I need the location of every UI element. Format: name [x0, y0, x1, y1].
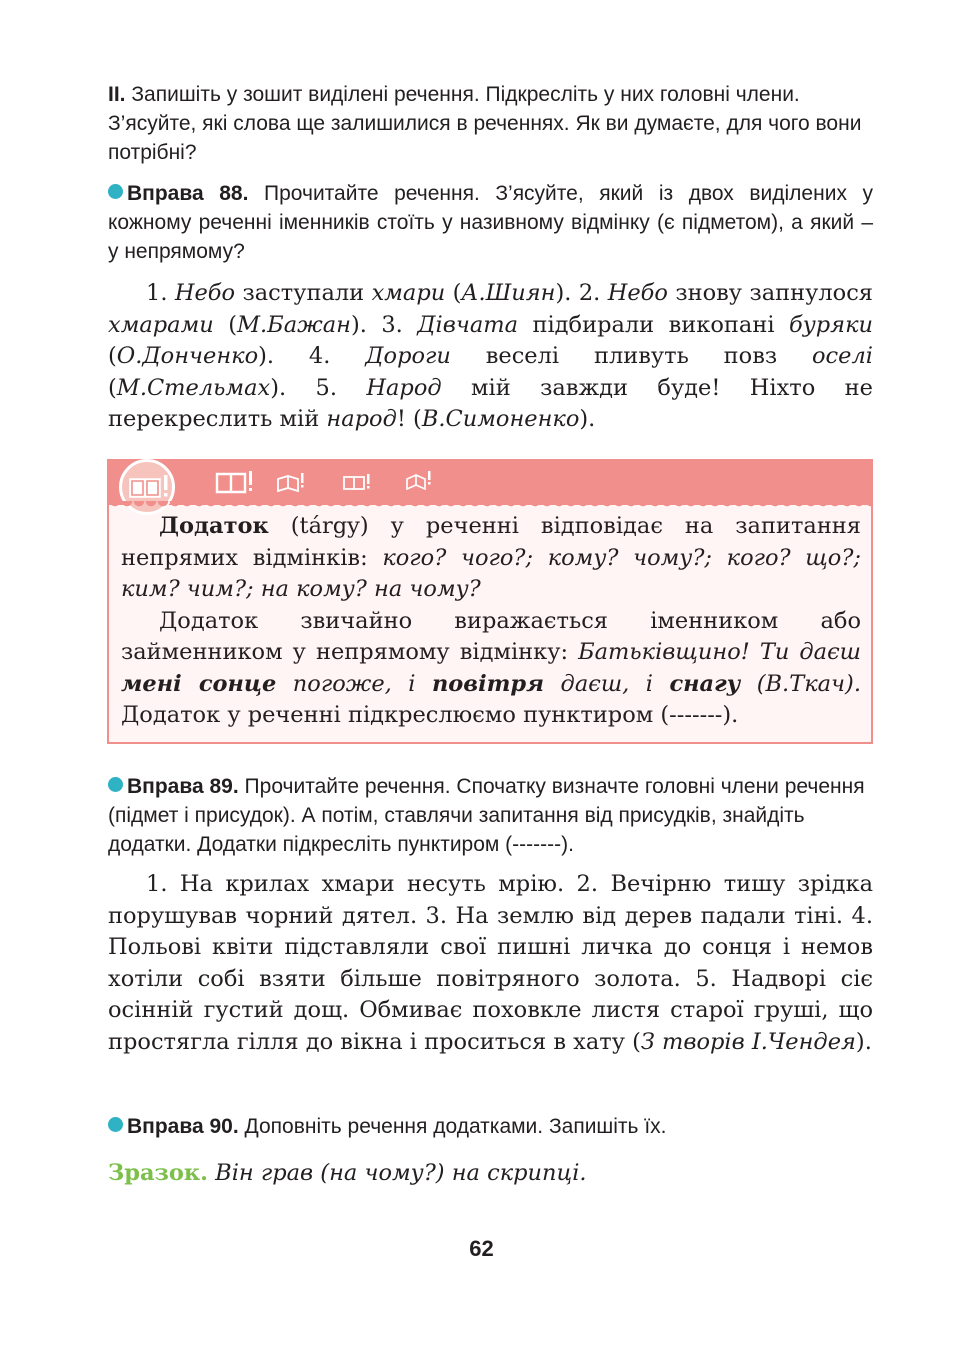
highlighted-noun: Народ: [366, 374, 442, 401]
example-source: (В.Ткач).: [740, 670, 861, 697]
scallop-edge: [109, 501, 871, 511]
book-exclaim-icon: [405, 469, 433, 493]
text-run: ).: [855, 1028, 872, 1055]
book-exclaim-icon: [276, 471, 306, 495]
task-2: [108, 80, 873, 167]
page-number: 62: [469, 1236, 494, 1261]
author: А.Шиян: [461, 280, 556, 306]
text-run: ). 2.: [555, 280, 608, 306]
rule-term-translation: (tárgy): [290, 513, 369, 539]
text-run: мій завжди буде! Ніхто не перекреслить мій: [108, 374, 873, 432]
exercise-89-source: З творів І.Чендея: [640, 1028, 856, 1055]
rule-term: Додаток: [159, 513, 269, 539]
author: В.Симоненко: [421, 406, 580, 432]
task-2-text: Запишіть у зошит виділені речення. Підкресліть у них головні члени. З’ясуйте, які слова ще залишилися в реченнях. Як ви думаєте, для чого вони потрібні?: [108, 83, 862, 164]
text-run: підбирали викопані: [518, 311, 789, 338]
author: М.Бажан: [236, 311, 351, 338]
rule-header: [109, 461, 871, 505]
text-run: Додаток у реченні підкреслюємо пунктиром (-------).: [121, 702, 739, 728]
author: О.Донченко: [116, 343, 259, 369]
book-exclaim-icon: [342, 471, 372, 495]
text-run: ! (: [396, 406, 422, 432]
example-run: погоже, і: [276, 670, 432, 697]
bullet-dot-icon: [108, 184, 123, 199]
author: М.Стельмах: [116, 374, 271, 401]
bullet-dot-icon: [108, 777, 123, 792]
highlighted-noun: буряки: [788, 311, 873, 338]
exercise-90-instruction: [108, 1112, 873, 1141]
bullet-dot-icon: [108, 1117, 123, 1132]
highlighted-noun: хмарами: [108, 311, 214, 338]
exercise-89-label: Вправа 89.: [127, 775, 239, 798]
exercise-88-instruction: [108, 179, 873, 266]
text-run: (: [445, 280, 462, 306]
highlighted-noun: народ: [326, 406, 397, 432]
example-run: даєш, і: [544, 670, 670, 697]
book-exclaim-icon: [215, 468, 255, 498]
highlighted-noun: Небо: [174, 280, 236, 306]
text-run: ). 3.: [350, 311, 418, 338]
sample-text: Він грав (на чому?) на скрипці.: [215, 1160, 587, 1186]
sample: [108, 1158, 873, 1190]
highlighted-noun: Дороги: [365, 343, 451, 369]
example-object: повітря: [431, 670, 545, 697]
rule-box: [107, 459, 873, 744]
text-run: (: [108, 374, 117, 401]
highlighted-noun: Дівчата: [417, 311, 519, 338]
exercise-88-label: Вправа 88.: [127, 182, 249, 205]
exercise-90-text: Доповніть речення додатками. Запишіть їх.: [244, 1115, 667, 1138]
sample-label: Зразок.: [108, 1160, 208, 1186]
exercise-88-text: Прочитайте речення. З’ясуйте, який із двох виділених у кожному реченні іменників стоїть у називному відмінку (є підметом), а який – у непрямому?: [108, 182, 874, 263]
example-object: снагу: [669, 670, 741, 697]
text-run: у реченні відповідає на запитання непрямих відмінків:: [121, 513, 862, 571]
text-run: ). 5.: [270, 374, 367, 401]
highlighted-noun: хмари: [371, 280, 446, 306]
highlighted-noun: Небо: [607, 280, 668, 306]
exercise-89-text: Прочитайте речення. Спочатку визначте головні члени речення (підмет і присудок). А потім, ставлячи запитання від присудків, знайдіть додатки. Додатки підкресліть пунктиром (-------).: [108, 775, 865, 856]
example-run: Батьківщино! Ти даєш: [578, 639, 861, 665]
exercise-88-sentences: [108, 278, 873, 436]
text-run: знову запнулося: [667, 280, 873, 306]
exercise-90-label: Вправа 90.: [127, 1115, 239, 1138]
text-run: веселі пливуть повз: [450, 343, 812, 369]
exercise-89-sentences: [108, 869, 873, 1058]
text-run: Додаток звичайно виражається іменником або займенником у непрямому відмінку:: [121, 607, 861, 665]
exercise-89-text-body: 1. На крилах хмари несуть мрію. 2. Вечірню тишу зрідка порушував чорний дятел. 3. На землю від дерев падали тіні. 4. Польові квіти підставляли свої пишні личка до сонця і немов хотіли собі взяти більше повітряного золота. 5. Надворі сіє осінній густий дощ. Обмиває поховкле листя старої груші, що простягла гілля до вікна і проситься в хату (: [108, 871, 873, 1055]
task-2-number: II.: [108, 83, 126, 106]
rule-text: [121, 511, 861, 732]
example-object: мені сонце: [121, 670, 277, 697]
text-run: заступали: [235, 280, 372, 306]
text-run: (: [108, 343, 117, 369]
exercise-89-instruction: [108, 772, 873, 859]
rule-questions: кого? чого?; кому? чому?; кого? що?; ким? чим?; на кому? на чому?: [121, 544, 861, 602]
text-run: 1.: [146, 280, 175, 306]
text-run: (: [213, 311, 237, 338]
text-run: ). 4.: [258, 343, 366, 369]
text-run: ).: [579, 406, 596, 432]
highlighted-noun: оселі: [812, 343, 873, 369]
